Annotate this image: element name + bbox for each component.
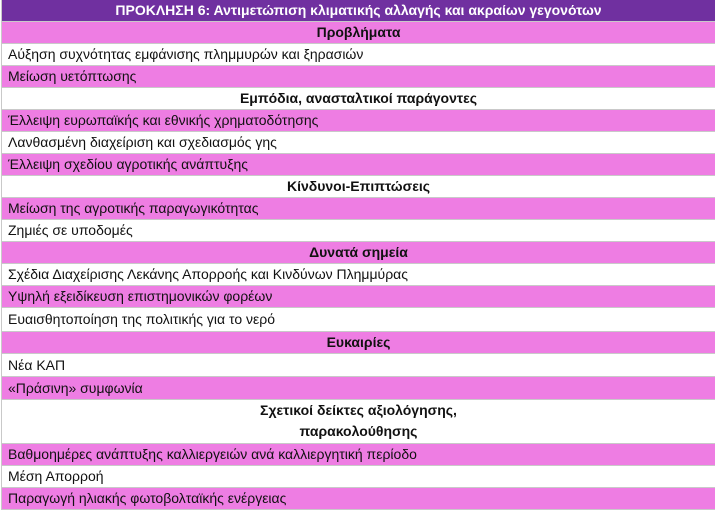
table-row: Αύξηση συχνότητας εμφάνισης πλημμυρών και ξηρασιών (2, 43, 715, 65)
section-heading-indicators-line2: παρακολούθησης (299, 423, 418, 439)
table-row: Νέα ΚΑΠ (2, 353, 715, 376)
table-row: Λανθασμένη διαχείριση και σχεδιασμός γης (2, 131, 715, 153)
table-row: Μείωση υετόπτωσης (2, 65, 715, 87)
table-row: Ζημιές σε υποδομές (2, 219, 715, 241)
challenge-table (1, 0, 715, 510)
section-heading-barriers: Εμπόδια, ανασταλτικοί παράγοντες (2, 87, 715, 109)
table-row: Ευαισθητοποίηση της πολιτικής για το νερό (2, 307, 715, 331)
table-title: ΠΡΟΚΛΗΣΗ 6: Αντιμετώπιση κλιματικής αλλαγής και ακραίων γεγονότων (2, 0, 715, 21)
section-heading-opportunities: Ευκαιρίες (2, 331, 715, 353)
table-row: Υψηλή εξειδίκευση επιστημονικών φορέων (2, 285, 715, 307)
section-heading-risks: Κίνδυνοι-Επιπτώσεις (2, 175, 715, 197)
section-heading-strengths: Δυνατά σημεία (2, 241, 715, 263)
table-row: Βαθμοημέρες ανάπτυξης καλλιεργειών ανά καλλιεργητική περίοδο (2, 443, 715, 465)
table-row: Μέση Απορροή (2, 465, 715, 487)
section-heading-problems: Προβλήματα (2, 21, 715, 43)
table-row: Έλλειψη σχεδίου αγροτικής ανάπτυξης (2, 153, 715, 175)
section-heading-indicators-line1: Σχετικοί δείκτες αξιολόγησης, (260, 402, 457, 418)
table-row: Σχέδια Διαχείρισης Λεκάνης Απορροής και Κινδύνων Πλημμύρας (2, 263, 715, 285)
table-row: Έλλειψη ευρωπαϊκής και εθνικής χρηματοδότησης (2, 109, 715, 131)
section-heading-indicators (2, 399, 715, 443)
table-row: Παραγωγή ηλιακής φωτοβολταϊκής ενέργειας (2, 487, 715, 509)
table-row: Μείωση της αγροτικής παραγωγικότητας (2, 197, 715, 219)
table-row: «Πράσινη» συμφωνία (2, 376, 715, 399)
